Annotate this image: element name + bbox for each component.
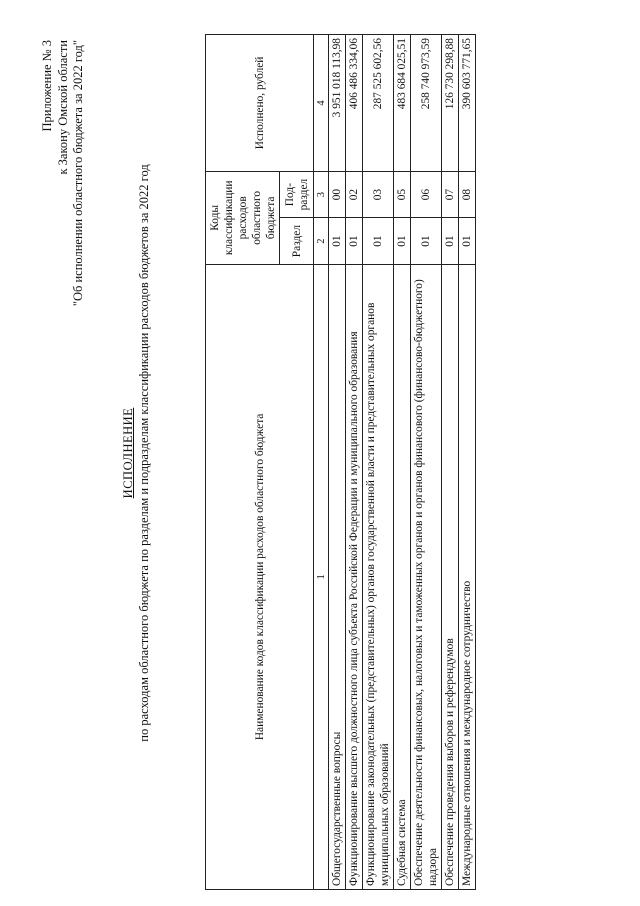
table-row [411, 35, 442, 890]
column-number: 1 [314, 264, 329, 889]
column-number: 3 [314, 171, 329, 217]
column-number: 4 [314, 35, 329, 172]
row-subsection: 05 [394, 171, 411, 217]
table-row [346, 35, 363, 890]
appendix-law-ref: к Закону Омской области [55, 40, 70, 175]
row-subsection: 00 [329, 171, 346, 217]
row-name: Международные отношения и международное сотрудничество [459, 264, 476, 889]
header-codes: Коды классификации расходов областного бюджета [206, 171, 280, 264]
row-section: 01 [363, 218, 394, 264]
table-row [363, 35, 394, 890]
row-amount: 126 730 298,88 [442, 35, 459, 172]
header-amount: Исполнено, рублей [206, 35, 314, 172]
header-subsection: Под-раздел [280, 171, 314, 217]
header-name: Наименование кодов классификации расходов областного бюджета [206, 264, 314, 889]
row-name: Обеспечение деятельности финансовых, налоговых и таможенных органов и органов финансового (финансово-бюджетного) надзора [411, 264, 442, 889]
row-name: Общегосударственные вопросы [329, 264, 346, 889]
table-row [459, 35, 476, 890]
title-main: ИСПОЛНЕНИЕ [121, 407, 135, 499]
table-row [329, 35, 346, 890]
row-name: Обеспечение проведения выборов и референдумов [442, 264, 459, 889]
header-section: Раздел [280, 218, 314, 264]
column-number: 2 [314, 218, 329, 264]
table-row [394, 35, 411, 890]
row-amount: 406 486 334,06 [346, 35, 363, 172]
row-subsection: 06 [411, 171, 442, 217]
row-amount: 258 740 973,59 [411, 35, 442, 172]
row-name: Функционирование высшего должностного лица субъекта Российской Федерации и муниципального образования [346, 264, 363, 889]
row-section: 01 [442, 218, 459, 264]
column-number-row [314, 35, 329, 890]
row-subsection: 02 [346, 171, 363, 217]
row-section: 01 [394, 218, 411, 264]
appendix-law-title: "Об исполнении областного бюджета за 2022 год" [71, 40, 85, 307]
row-amount: 483 684 025,51 [394, 35, 411, 172]
row-amount: 3 951 018 113,98 [329, 35, 346, 172]
row-section: 01 [329, 218, 346, 264]
row-name: Судебная система [394, 264, 411, 889]
title-subtitle: по расходам областного бюджета по разделам и подразделам классификации расходов бюджетов за 2022 год [137, 164, 151, 742]
row-amount: 390 603 771,65 [459, 35, 476, 172]
row-amount: 287 525 602,56 [363, 35, 394, 172]
row-name: Функционирование законодательных (представительных) органов государственной власти и представительных органов муниципальных образований [363, 264, 394, 889]
appendix-header [40, 40, 87, 306]
row-subsection: 03 [363, 171, 394, 217]
appendix-number: Приложение № 3 [40, 40, 54, 132]
row-section: 01 [411, 218, 442, 264]
row-section: 01 [346, 218, 363, 264]
table-row [442, 35, 459, 890]
budget-table [205, 34, 476, 890]
document-title [120, 0, 152, 906]
row-subsection: 07 [442, 171, 459, 217]
row-subsection: 08 [459, 171, 476, 217]
row-section: 01 [459, 218, 476, 264]
